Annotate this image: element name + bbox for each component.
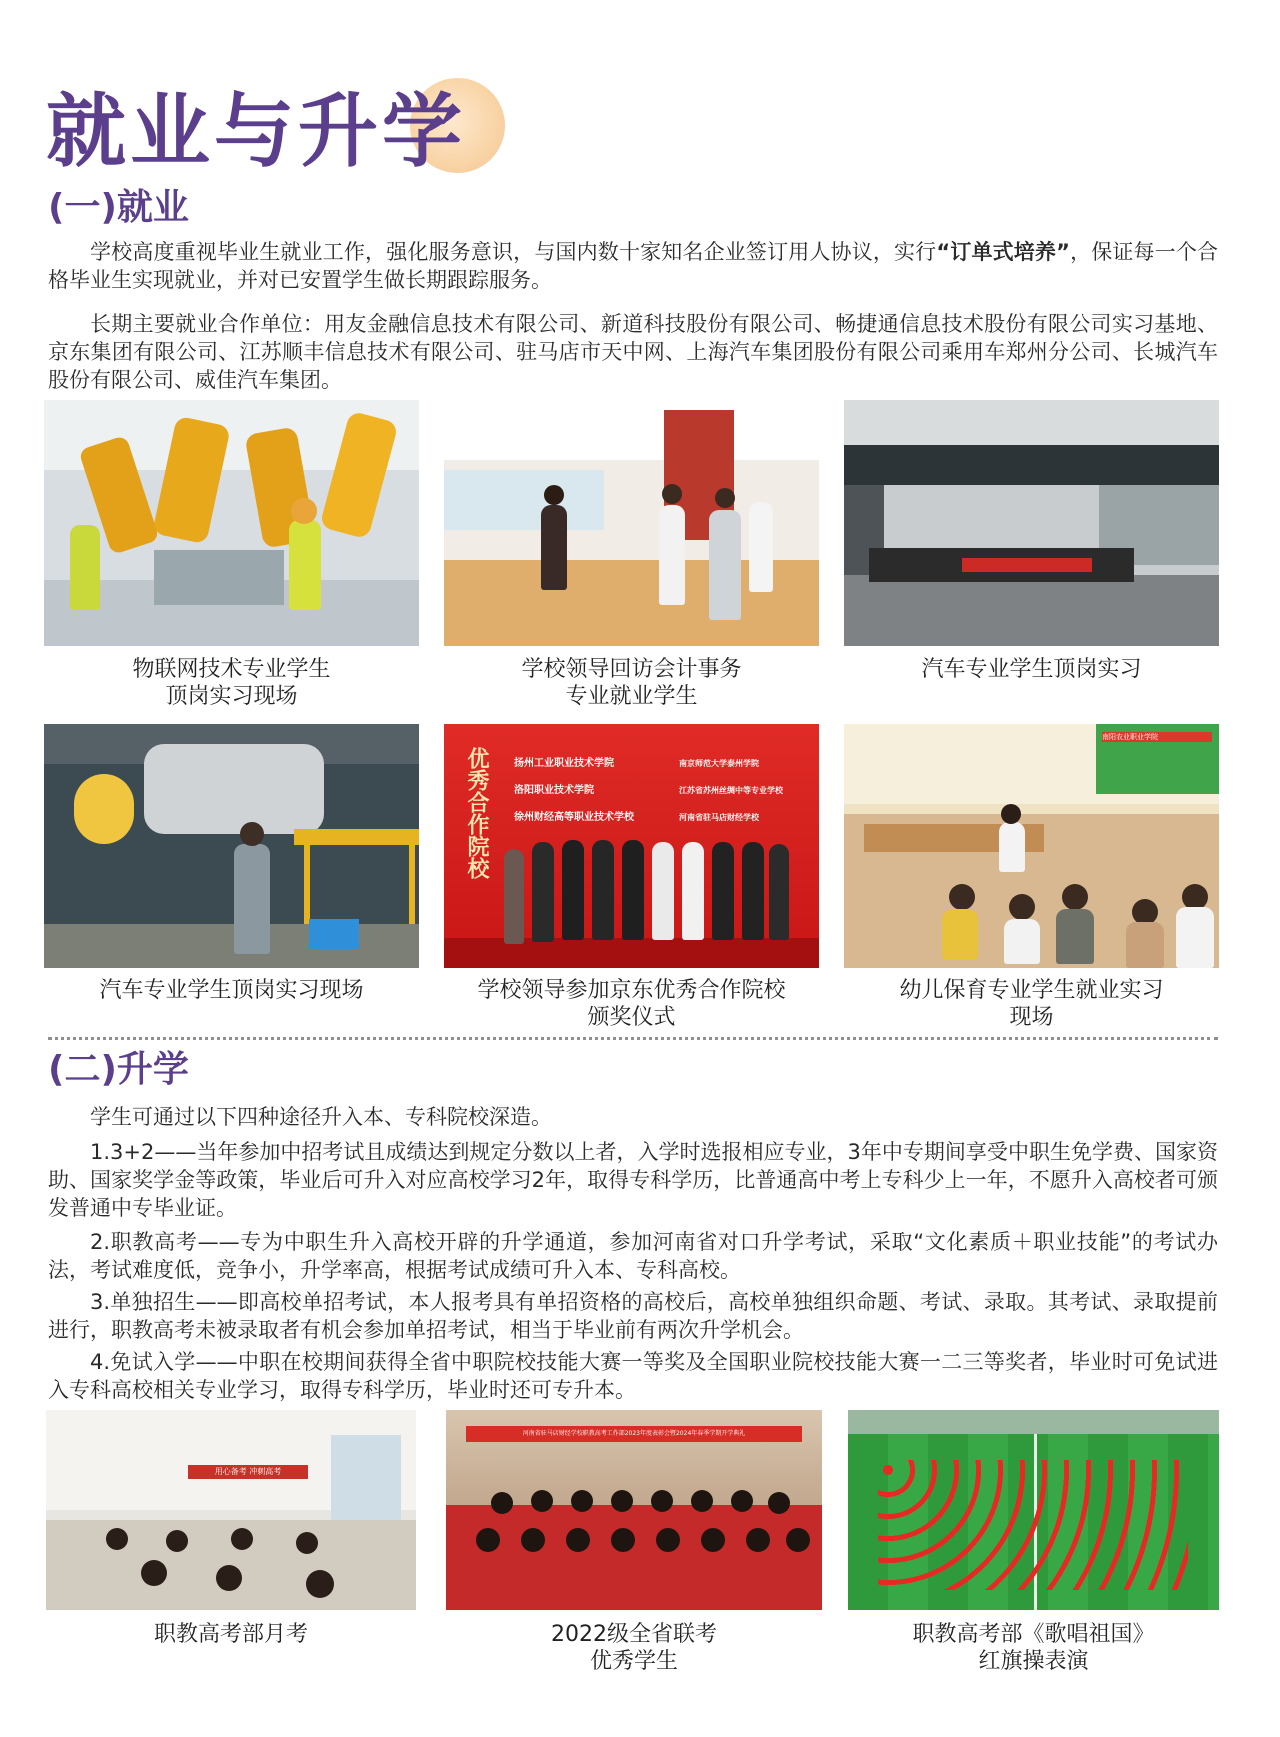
photo-flag-performance-caption: 职教高考部《歌唱祖国》 红旗操表演 [912,1622,1155,1674]
order-training-highlight: “订单式培养” [936,240,1070,264]
photo-outstanding-students [446,1410,822,1610]
photo-monthly-exam [46,1410,416,1610]
admission-route-single-enrollment: 3.单独招生——即高校单招考试，本人报考具有单招资格的高校后，高校单独组织命题、考试、录取。其考试、录取提前进行，职教高考未被录取者有机会参加单招考试，相当于毕业前有两次升学机会。 [48,1290,1218,1342]
employment-paragraph-1: 学校高度重视毕业生就业工作，强化服务意识，与国内数十家知名企业签订用人协议，实行“订单式培养”，保证每一个合格毕业生实现就业，并对已安置学生做长期跟踪服务。 [48,240,1219,292]
photo-robot-workshop-caption: 物联网技术专业学生 顶岗实习现场 [132,657,331,709]
photo-award-ceremony [444,724,819,968]
award-wall-right: 南京师范大学泰州学院 江苏省苏州丝绸中等专业学校 河南省驻马店财经学校 [679,759,783,822]
green-banner-text: 南阳农业职业学院 [1102,732,1212,742]
award-wall-left: 扬州工业职业技术学院 洛阳职业技术学院 徐州财经高等职业技术学校 [514,758,634,823]
photo-flag-performance [848,1410,1219,1610]
photo-childcare-internship-caption: 幼儿保育专业学生就业实习 现场 [899,978,1164,1030]
admission-route-exam-exemption: 4.免试入学——中职在校期间获得全省中职院校技能大赛一等奖及全国职业院校技能大赛一二三等奖者，毕业时可免试进入专科高校相关专业学习，取得专科学历，毕业时还可专升本。 [48,1350,1218,1402]
section-divider [48,1037,1218,1040]
photo-auto-internship-group-caption: 汽车专业学生顶岗实习 [921,657,1142,682]
admission-heading: (二)升学 [48,1049,189,1090]
photo-award-ceremony-caption: 学校领导参加京东优秀合作院校 颁奖仪式 [477,978,786,1030]
photo-office-visit-caption: 学校领导回访会计事务 专业就业学生 [521,657,742,709]
photo-monthly-exam-caption: 职教高考部月考 [153,1622,308,1647]
photo-auto-internship-group [844,400,1219,646]
admission-route-3plus2: 1.3+2——当年参加中招考试且成绩达到规定分数以上者，入学时选报相应专业，3年中专期间享受中职生免学费、国家资助、国家奖学金等政策，毕业后可升入对应高校学习2年，取得专科学历，比普通高中考上专科少上一年，不愿升入高校者可颁发普通中专毕业证。 [48,1140,1218,1220]
award-side-text: 优秀合作院校 [464,747,490,879]
photo-office-visit [444,400,819,646]
admission-route-vocational-exam: 2.职教高考——专为中职生升入高校开辟的升学通道，参加河南省对口升学考试，采取“文化素质＋职业技能”的考试办法，考试难度低，竞争小，升学率高，根据考试成绩可升入本、专科高校。 [48,1230,1218,1282]
photo-auto-assembly-line [44,724,419,968]
employment-heading: (一)就业 [48,187,189,228]
photo-auto-assembly-line-caption: 汽车专业学生顶岗实习现场 [99,978,364,1003]
admission-intro: 学生可通过以下四种途径升入本、专科院校深造。 [90,1105,552,1129]
exam-banner-text: 用心备考 冲刺高考 [188,1465,308,1479]
photo-outstanding-students-caption: 2022级全省联考 优秀学生 [551,1622,717,1674]
photo-childcare-internship [844,724,1219,968]
photo-robot-workshop [44,400,419,646]
employment-paragraph-2: 长期主要就业合作单位：用友金融信息技术有限公司、新道科技股份有限公司、畅捷通信息技术股份有限公司实习基地、京东集团有限公司、江苏顺丰信息技术有限公司、驻马店市天中网、上海汽车集团股份有限公司乘用车郑州分公司、长城汽车股份有限公司、威佳汽车集团。 [48,312,1218,392]
page-title: 就业与升学 [46,85,466,178]
ceremony-banner-text: 河南省驻马店财经学校职教高考工作部2023年度表彰会暨2024年春季学期开学典礼 [466,1426,802,1442]
